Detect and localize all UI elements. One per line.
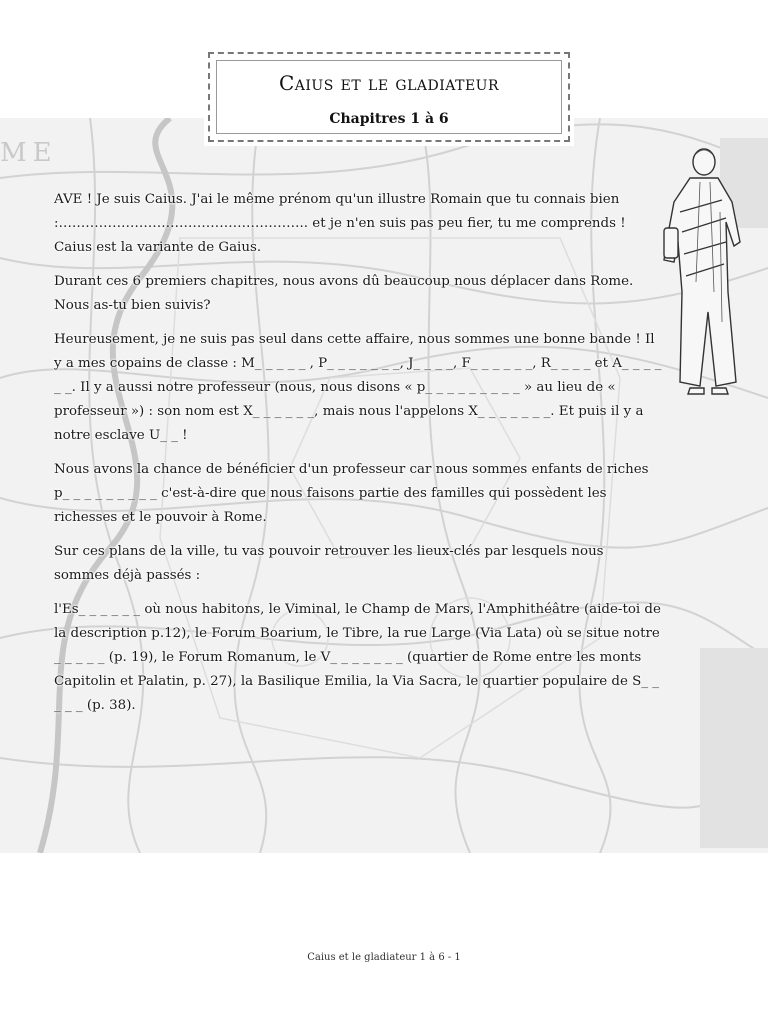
paragraph-intro: AVE ! Je suis Caius. J'ai le même prénom qu'un illustre Romain que tu connais bien :……………………………………………….. et je n'en suis pas peu fier, tu me comprends ! Caius est la variante de Gaius.: [54, 192, 626, 255]
paragraph-teacher: Nous avons la chance de bénéficier d'un professeur car nous sommes enfants de riches p_ _ _ _ _ _ _ _ _ c'est-à-dire que nous faisons partie des familles qui possèdent les richesses et le pouvoir à Rome.: [54, 462, 649, 525]
map-rome-label: ME: [0, 138, 58, 168]
title-box-frame: [216, 60, 562, 134]
roman-figure-illustration: [660, 142, 752, 404]
page-footer: Caius et le gladiateur 1 à 6 - 1: [307, 952, 461, 963]
toga-figure-icon: [660, 142, 752, 404]
main-text: [54, 188, 662, 728]
paragraph-travels: Durant ces 6 premiers chapitres, nous avons dû beaucoup nous déplacer dans Rome. Nous as-tu bien suivis?: [54, 274, 634, 313]
document-subtitle: Chapitres 1 à 6: [329, 111, 449, 127]
paragraph-places: l'Es_ _ _ _ _ _ où nous habitons, le Viminal, le Champ de Mars, l'Amphithéâtre (aide-toi de la description p.12), le Forum Boarium, le Tibre, la rue Large (Via Lata) où se situe notre _ _ _ _ _ (p. 19), le Forum Romanum, le V_ _ _ _ _ _ _ (quartier de Rome entre les monts Capitolin et Palatin, p. 27), la Basilique Emilia, la Via Sacra, le quartier populaire de S_ _ _ _ _ (p. 38).: [54, 602, 661, 713]
title-box: [204, 48, 574, 146]
paragraph-friends: Heureusement, je ne suis pas seul dans cette affaire, nous sommes une bonne bande ! Il y a mes copains de classe : M_ _ _ _ _ , P_ _ _ _ _ _ _, J_ _ _ _, F_ _ _ _ _ _, R_ _ _ _ et A_ _ _ _ _ _. Il y a aussi notre professeur (nous, nous disons « p_ _ _ _ _ _ _ _ _ » au lieu de « professeur ») : son nom est X_ _ _ _ _ _, mais nous l'appelons X_ _ _ _ _ _ _. Et puis il y a notre esclave U_ _ !: [54, 332, 662, 443]
paragraph-map-intro: Sur ces plans de la ville, tu vas pouvoir retrouver les lieux-clés par lesquels nous sommes déjà passés :: [54, 544, 604, 583]
document-title: Caius et le gladiateur: [278, 71, 500, 95]
